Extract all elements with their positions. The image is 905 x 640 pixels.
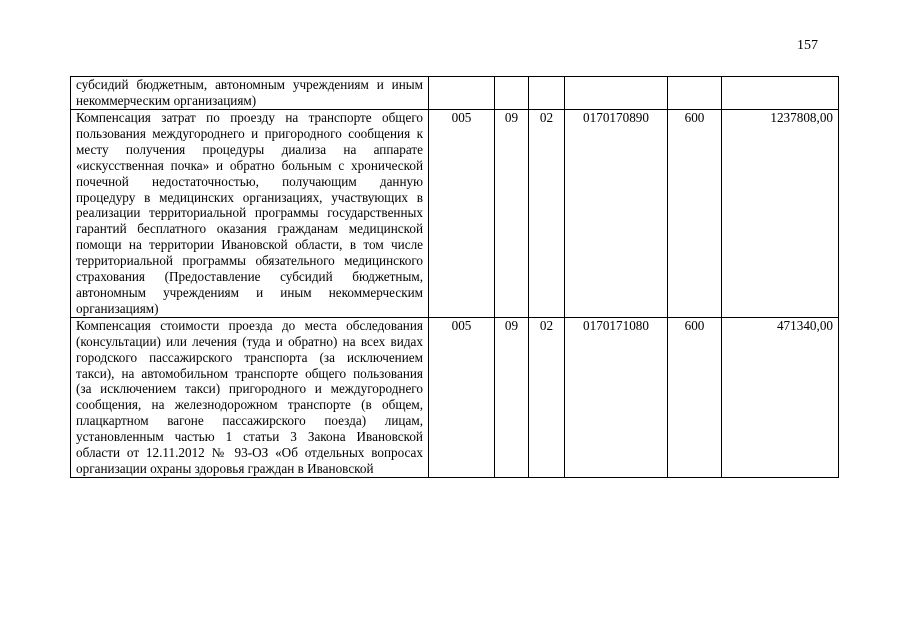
description-cell: Компенсация затрат по проезду на транспорте общего пользования междугороднего и пригородного сообщения к месту получения процедуры диализа на аппарате «искусственная почка» и обратно больным с хронической почечной недостаточностью, получающим данную процедуру в медицинских организациях, участвующих в реализации территориальной программы государственных гарантий бесплатного оказания гражданам медицинской помощи на территории Ивановской области, в том числе территориальной программы обязательного медицинского страхования (Предоставление субсидий бюджетным, автономным учреждениям и иным некоммерческим организациям) xyxy=(71,110,429,318)
expense-type-cell xyxy=(668,77,722,110)
target-article-cell: 0170170890 xyxy=(565,110,668,318)
section-cell: 09 xyxy=(495,110,529,318)
subsection-cell xyxy=(529,77,565,110)
subsection-cell: 02 xyxy=(529,317,565,477)
ministry-code-cell: 005 xyxy=(429,317,495,477)
subsection-cell: 02 xyxy=(529,110,565,318)
ministry-code-cell xyxy=(429,77,495,110)
expense-type-cell: 600 xyxy=(668,317,722,477)
table-row xyxy=(71,317,839,477)
section-cell xyxy=(495,77,529,110)
budget-table xyxy=(70,76,839,478)
description-cell: Компенсация стоимости проезда до места обследования (консультации) или лечения (туда и обратно) на всех видах городского пассажирского транспорта (за исключением такси), на автомобильном транспорте общего пользования (за исключением такси) пригородного и междугороднего сообщения, на железнодорожном транспорте (в общем, плацкартном вагоне пассажирского поезда) лицам, установленным частью 1 статьи 3 Закона Ивановской области от 12.11.2012 № 93-ОЗ «Об отдельных вопросах организации охраны здоровья граждан в Ивановской xyxy=(71,317,429,477)
amount-cell: 471340,00 xyxy=(722,317,839,477)
target-article-cell xyxy=(565,77,668,110)
page-number: 157 xyxy=(797,38,818,53)
amount-cell xyxy=(722,77,839,110)
expense-type-cell: 600 xyxy=(668,110,722,318)
target-article-cell: 0170171080 xyxy=(565,317,668,477)
ministry-code-cell: 005 xyxy=(429,110,495,318)
section-cell: 09 xyxy=(495,317,529,477)
table-row xyxy=(71,110,839,318)
table-row xyxy=(71,77,839,110)
description-cell: субсидий бюджетным, автономным учреждениям и иным некоммерческим организациям) xyxy=(71,77,429,110)
amount-cell: 1237808,00 xyxy=(722,110,839,318)
